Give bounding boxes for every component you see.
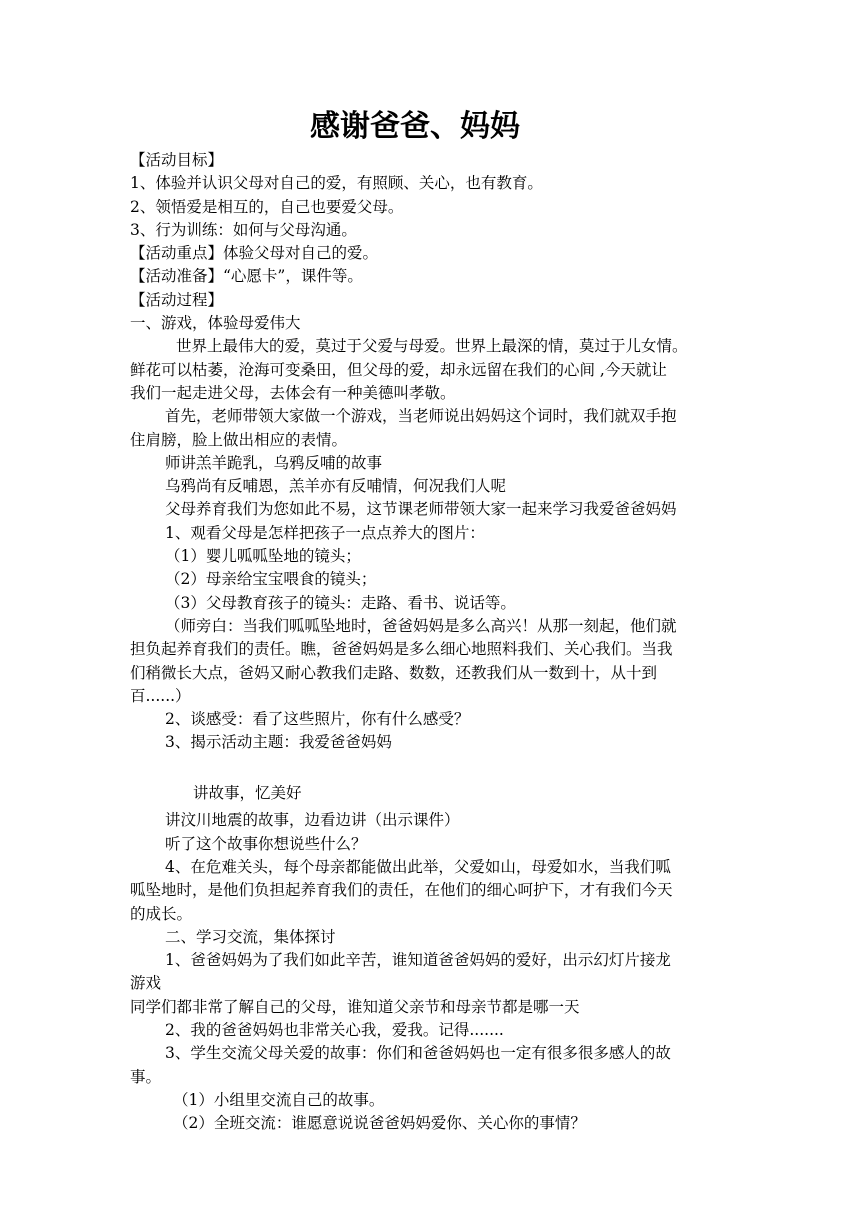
list-item: （1）婴儿呱呱坠地的镜头；: [165, 547, 361, 566]
paragraph-line: 同学们都非常了解自己的父母，谁知道父亲节和母亲节都是哪一天: [130, 997, 580, 1016]
paragraph-line: 1、爸爸妈妈为了我们如此辛苦，谁知道爸爸妈妈的爱好，出示幻灯片接龙: [165, 951, 671, 970]
step-heading-2: 二、学习交流，集体探讨: [165, 927, 336, 946]
subheading: 讲故事，忆美好: [193, 784, 302, 803]
paragraph-line: 听了这个故事你想说些什么？: [165, 834, 367, 853]
paragraph-line: 鲜花可以枯萎，沧海可变桑田，但父母的爱，却永远留在我们的心间 ,今天就让: [130, 360, 667, 379]
paragraph-line: 父母养育我们为您如此不易，这节课老师带领大家一起来学习我爱爸爸妈妈: [165, 500, 677, 519]
goal-item-2: 2、领悟爱是相互的，自己也要爱父母。: [130, 197, 404, 216]
paragraph-line: 事。: [130, 1067, 162, 1086]
blank-line: [130, 755, 730, 778]
document-body: [130, 149, 730, 1135]
paragraph-line: 我们一起走进父母，去体会有一种美德叫孝敬。: [130, 383, 456, 402]
list-item: （3）父母教育孩子的镜头：走路、看书、说话等。: [165, 593, 516, 612]
paragraph-line: 3、学生交流父母关爱的故事：你们和爸爸妈妈也一定有很多很多感人的故: [165, 1044, 671, 1063]
paragraph-line: 4、在危难关头，每个母亲都能做出此举，父爱如山，母爱如水，当我们呱: [165, 857, 671, 876]
list-item: 1、观看父母是怎样把孩子一点点养大的图片：: [165, 523, 485, 542]
goal-item-3: 3、行为训练：如何与父母沟通。: [130, 220, 357, 239]
paragraph-line: 呱坠地时，是他们负担起养育我们的责任，在他们的细心呵护下，才有我们今天: [130, 881, 673, 900]
list-item: 3、揭示活动主题：我爱爸爸妈妈: [165, 733, 392, 752]
section-heading-goals: 【活动目标】: [130, 151, 224, 169]
paragraph-line: （师旁白：当我们呱呱坠地时，爸爸妈妈是多么高兴！从那一刻起，他们就: [165, 616, 677, 635]
paragraph-line: 的成长。: [130, 904, 193, 923]
section-key-point: 【活动重点】体验父母对自己的爱。: [130, 244, 379, 263]
section-preparation: 【活动准备】“心愿卡”，课件等。: [130, 267, 363, 286]
paragraph-line: 乌鸦尚有反哺恩，羔羊亦有反哺情，何况我们人呢: [165, 477, 507, 496]
list-item: （2）全班交流：谁愿意说说爸爸妈妈爱你、关心你的事情？: [173, 1114, 586, 1133]
paragraph-line: 2、我的爸爸妈妈也非常关心我，爱我。记得.......: [165, 1020, 504, 1039]
paragraph-line: 们稍微长大点，爸妈又耐心教我们走路、数数，还教我们从一数到十，从十到: [130, 663, 658, 682]
paragraph-line: 首先，老师带领大家做一个游戏，当老师说出妈妈这个词时，我们就双手抱: [165, 407, 677, 426]
paragraph-line: 住肩膀，脸上做出相应的表情。: [130, 430, 348, 449]
list-item: （2）母亲给宝宝喂食的镜头；: [165, 570, 377, 589]
document-title: 感谢爸爸、妈妈: [310, 109, 520, 144]
list-item: （1）小组里交流自己的故事。: [173, 1090, 385, 1109]
paragraph-line: 担负起养育我们的责任。瞧，爸爸妈妈是多么细心地照料我们、关心我们。当我: [130, 640, 673, 659]
paragraph-line: 师讲羔羊跪乳，乌鸦反哺的故事: [165, 453, 383, 472]
paragraph-line: 世界上最伟大的爱，莫过于父爱与母爱。世界上最深的情，莫过于儿女情。: [176, 337, 688, 356]
list-item: 2、谈感受：看了这些照片，你有什么感受？: [165, 710, 470, 729]
goal-item-1: 1、体验并认识父母对自己的爱，有照顾、关心，也有教育。: [130, 174, 543, 193]
paragraph-line: 游戏: [130, 974, 162, 993]
section-heading-process: 【活动过程】: [130, 290, 224, 309]
step-heading-1: 一、游戏，体验母爱伟大: [130, 314, 301, 333]
paragraph-line: 百......）: [130, 686, 191, 705]
paragraph-line: 讲汶川地震的故事，边看边讲（出示课件）: [165, 811, 460, 830]
